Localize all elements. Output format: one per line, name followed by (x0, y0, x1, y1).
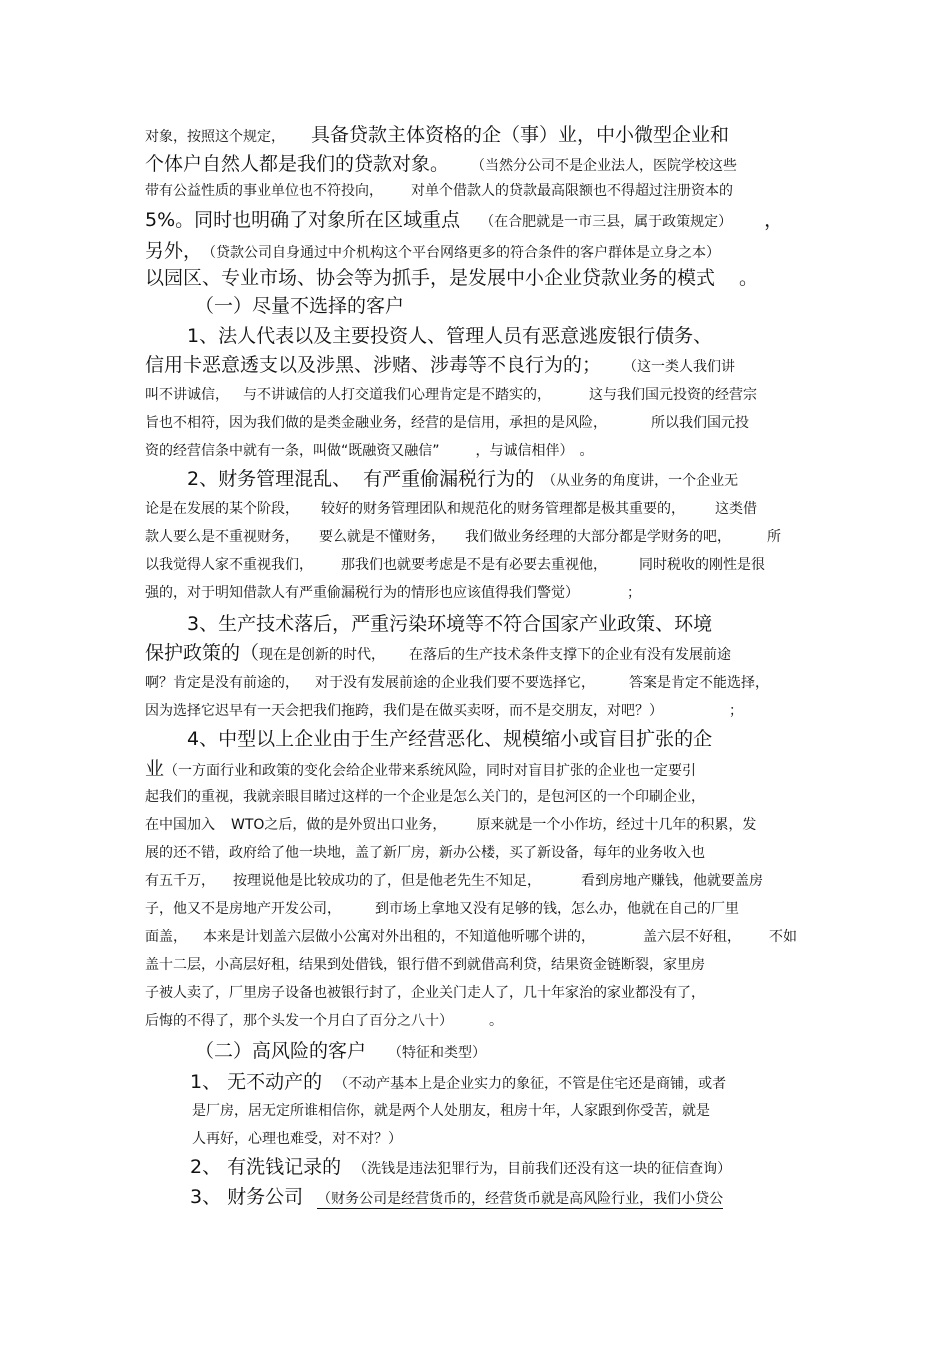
text-line: 另外， （贷款公司自身通过中介机构这个平台网络更多的符合条件的客户群体是立身之本） (145, 240, 721, 262)
text-line: 起我们的重视，我就亲眼目睹过这样的一个企业是怎么关门的，是包河区的一个印刷企业， (145, 789, 705, 805)
text-line: 有五千万， 按理说他是比较成功的了，但是他老先生不知足， 看到房地产赚钱，他就要盖房 (145, 873, 763, 889)
text-line: 叫不讲诚信， 与不讲诚信的人打交道我们心理肯定是不踏实的， 这与我们国元投资的经营宗 (145, 387, 757, 403)
list-item-heading: 3、生产技术落后，严重污染环境等不符合国家产业政策、环境 (187, 613, 713, 635)
text-line: 因为选择它迟早有一天会把我们拖跨，我们是在做买卖呀，而不是交朋友，对吧？） ； (145, 703, 743, 719)
text-line: 对象，按照这个规定， 具备贷款主体资格的企（事）业，中小微型企业和 (145, 124, 730, 146)
text-line: 个体户自然人都是我们的贷款对象。 （当然分公司不是企业法人，医院学校这些 (145, 153, 738, 175)
text-line: 面盖， 本来是计划盖六层做小公寓对外出租的，不知道他听哪个讲的， 盖六层不好租， 不如 (145, 929, 797, 945)
section-heading: （一）尽量不选择的客户 (195, 295, 405, 317)
text-line: 以园区、专业市场、协会等为抓手，是发展中小企业贷款业务的模式 。 (145, 267, 759, 289)
text-line: 信用卡恶意透支以及涉黑、涉赌、涉毒等不良行为的； （这一类人我们讲 (145, 354, 736, 376)
list-item-heading: 2、 有洗钱记录的 （洗钱是违法犯罪行为，目前我们还没有这一块的征信查询） (190, 1156, 732, 1178)
text-line: 带有公益性质的事业单位也不符投向， 对单个借款人的贷款最高限额也不得超过注册资本的 (145, 183, 733, 199)
text-line: 旨也不相符，因为我们做的是类金融业务，经营的是信用，承担的是风险， 所以我们国元投 (145, 415, 749, 431)
list-item-heading: 1、 无不动产的 （不动产基本上是企业实力的象征，不管是住宅还是商铺，或者 (190, 1071, 727, 1093)
text-line: 业 （一方面行业和政策的变化会给企业带来系统风险，同时对盲目扩张的企业也一定要引 (145, 758, 697, 780)
text-line: 展的还不错，政府给了他一块地，盖了新厂房，新办公楼，买了新设备，每年的业务收入也 (145, 845, 705, 861)
text-line: 子，他又不是房地产开发公司， 到市场上拿地又没有足够的钱，怎么办，他就在自己的厂里 (145, 901, 739, 917)
text-line: 论是在发展的某个阶段， 较好的财务管理团队和规范化的财务管理都是极其重要的， 这类借 (145, 501, 757, 517)
text-line: 以我觉得人家不重视我们， 那我们也就要考虑是不是有必要去重视他， 同时税收的刚性是很 (145, 557, 765, 573)
text-line: 盖十二层，小高层好租，结果到处借钱，银行借不到就借高利贷，结果资金链断裂，家里房 (145, 957, 705, 973)
text-line: 后悔的不得了，那个头发一个月白了百分之八十） 。 (145, 1013, 503, 1029)
text-line: 保护政策的（ 现在是创新的时代， 在落后的生产技术条件支撑下的企业有没有发展前途 (145, 642, 732, 664)
underlined-text: （财务公司是经营货币的，经营货币就是高风险行业，我们小贷公 (317, 1188, 723, 1209)
text-line: 是厂房，居无定所谁相信你，就是两个人处朋友，租房十年，人家跟到你受苦，就是 (192, 1103, 710, 1119)
list-item-heading: 1、法人代表以及主要投资人、管理人员有恶意逃废银行债务、 (187, 325, 713, 347)
text-line: 子被人卖了，厂里房子设备也被银行封了，企业关门走人了，几十年家治的家业都没有了， (145, 985, 705, 1001)
text-line: 强的，对于明知借款人有严重偷漏税行为的情形也应该值得我们警觉） ； (145, 585, 641, 601)
text-line: 资的经营信条中就有一条，叫做“既融资又融信” ，与诚信相伴） 。 (145, 443, 594, 459)
text-line: 啊？肯定是没有前途的， 对于没有发展前途的企业我们要不要选择它， 答案是肯定不能选择， (145, 675, 769, 691)
list-item-heading: 4、中型以上企业由于生产经营恶化、规模缩小或盲目扩张的企 (187, 728, 713, 750)
text-line: 款人要么是不重视财务， 要么就是不懂财务， 我们做业务经理的大部分都是学财务的吧， 所 (145, 529, 781, 545)
list-item-heading: 2、财务管理混乱、 有严重偷漏税行为的 （从业务的角度讲，一个企业无 (187, 468, 739, 490)
list-item-heading: 3、 财务公司 （财务公司是经营货币的，经营货币就是高风险行业，我们小贷公 (190, 1186, 724, 1208)
text-line: 人再好，心理也难受，对不对？） (192, 1131, 402, 1147)
section-heading: （二）高风险的客户 （特征和类型） (195, 1040, 487, 1062)
text-line: 在中国加入 WTO之后，做的是外贸出口业务， 原来就是一个小作坊，经过十几年的积累，发 (145, 817, 757, 833)
text-line: 5%。同时也明确了对象所在区域重点 （在合肥就是一市三县，属于政策规定） ， (145, 209, 784, 231)
